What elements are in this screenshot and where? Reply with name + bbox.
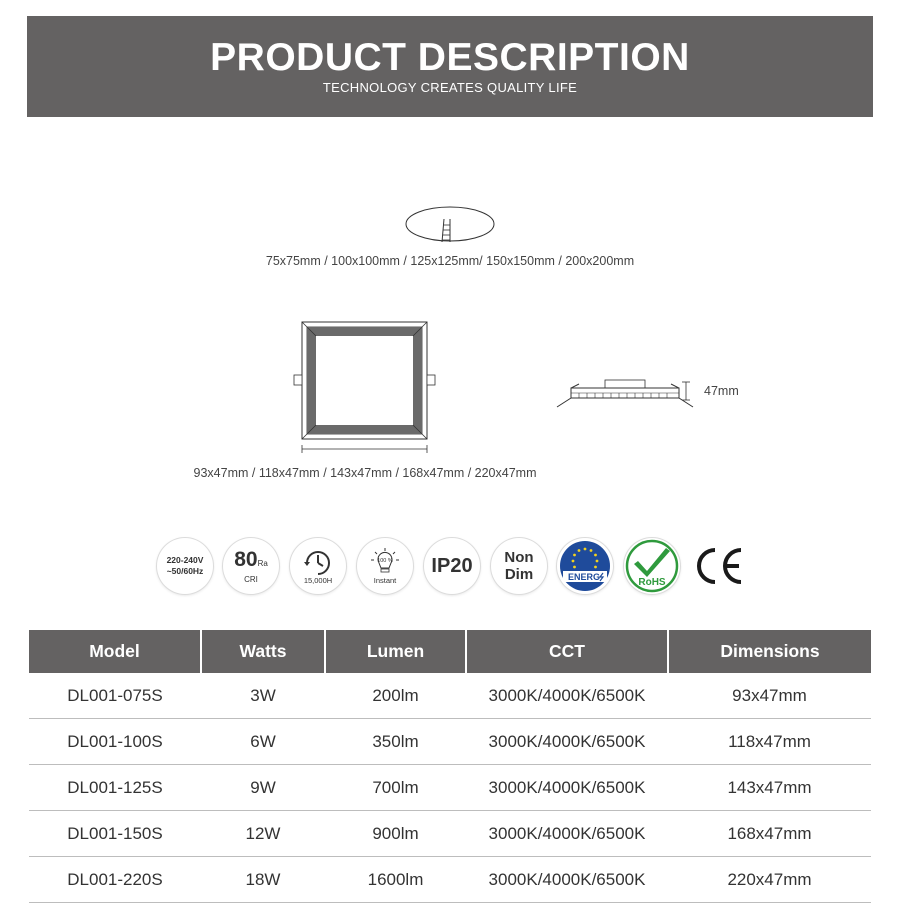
cell-watts: 9W [201,765,325,811]
dimming-line2: Dim [504,566,534,583]
col-header-model: Model [29,630,201,673]
cell-lumen: 900lm [325,811,466,857]
clock-icon [303,547,333,575]
lifetime-badge [290,538,346,594]
cell-cct: 3000K/4000K/6500K [466,765,668,811]
ip-rating-badge [424,538,480,594]
rohs-label: RoHS [638,577,666,588]
height-label: 47mm [704,384,739,398]
voltage-range: 220-240V [166,555,204,565]
cutout-drawing [400,200,500,250]
table-header-row [29,630,871,673]
lightbulb-icon [369,547,401,575]
table-row [29,765,871,811]
table-row [29,719,871,765]
col-header-watts: Watts [201,630,325,673]
cell-model: DL001-075S [29,673,201,719]
col-header-dimensions: Dimensions [668,630,871,673]
cell-cct: 3000K/4000K/6500K [466,857,668,903]
header-banner [27,16,873,117]
cri-badge [223,538,279,594]
dimming-badge [491,538,547,594]
cell-cct: 3000K/4000K/6500K [466,673,668,719]
table-row [29,673,871,719]
cell-watts: 12W [201,811,325,857]
page-title: PRODUCT DESCRIPTION [210,36,690,79]
instant-label: Instant [373,576,397,585]
page-subtitle: TECHNOLOGY CREATES QUALITY LIFE [322,80,578,95]
cell-lumen: 350lm [325,719,466,765]
lifetime-value: 15,000H [303,576,333,585]
cell-watts: 6W [201,719,325,765]
cell-dimensions: 118x47mm [668,719,871,765]
cell-lumen: 1600lm [325,857,466,903]
cell-cct: 3000K/4000K/6500K [466,719,668,765]
ip-rating: IP20 [431,554,473,577]
instant-percent: 100 % [377,558,393,564]
dimming-line1: Non [504,549,534,566]
energy-badge [557,538,613,594]
voltage-frequency: ~50/60Hz [166,566,204,576]
rohs-check-icon [625,539,679,593]
front-sizes-label: 93x47mm / 118x47mm / 143x47mm / 168x47mm / 220x47mm [193,466,537,480]
cell-lumen: 700lm [325,765,466,811]
col-header-lumen: Lumen [325,630,466,673]
eu-energy-icon [559,540,611,592]
cell-dimensions: 168x47mm [668,811,871,857]
cri-unit: Ra [257,558,268,568]
cell-dimensions: 220x47mm [668,857,871,903]
ce-label: CE [691,546,693,547]
cell-dimensions: 143x47mm [668,765,871,811]
cell-cct: 3000K/4000K/6500K [466,811,668,857]
col-header-cct: CCT [466,630,668,673]
cell-model: DL001-220S [29,857,201,903]
cell-watts: 18W [201,857,325,903]
instant-start-badge [357,538,413,594]
cell-lumen: 200lm [325,673,466,719]
cell-model: DL001-125S [29,765,201,811]
cell-model: DL001-100S [29,719,201,765]
cutout-sizes-label: 75x75mm / 100x100mm / 125x125mm/ 150x150mm / 200x200mm [265,254,635,268]
table-row [29,811,871,857]
cell-dimensions: 93x47mm [668,673,871,719]
cri-value: 80 [234,547,258,571]
cell-watts: 3W [201,673,325,719]
rohs-badge [624,538,680,594]
ce-mark-icon [691,546,745,586]
feature-badges [157,538,757,598]
panel-front-drawing [290,318,440,458]
table-row [29,857,871,903]
cell-model: DL001-150S [29,811,201,857]
voltage-badge [157,538,213,594]
energy-label: ENERG [567,572,601,582]
spec-table [29,630,871,903]
panel-side-drawing [555,376,700,416]
cri-label: CRI [244,574,258,584]
